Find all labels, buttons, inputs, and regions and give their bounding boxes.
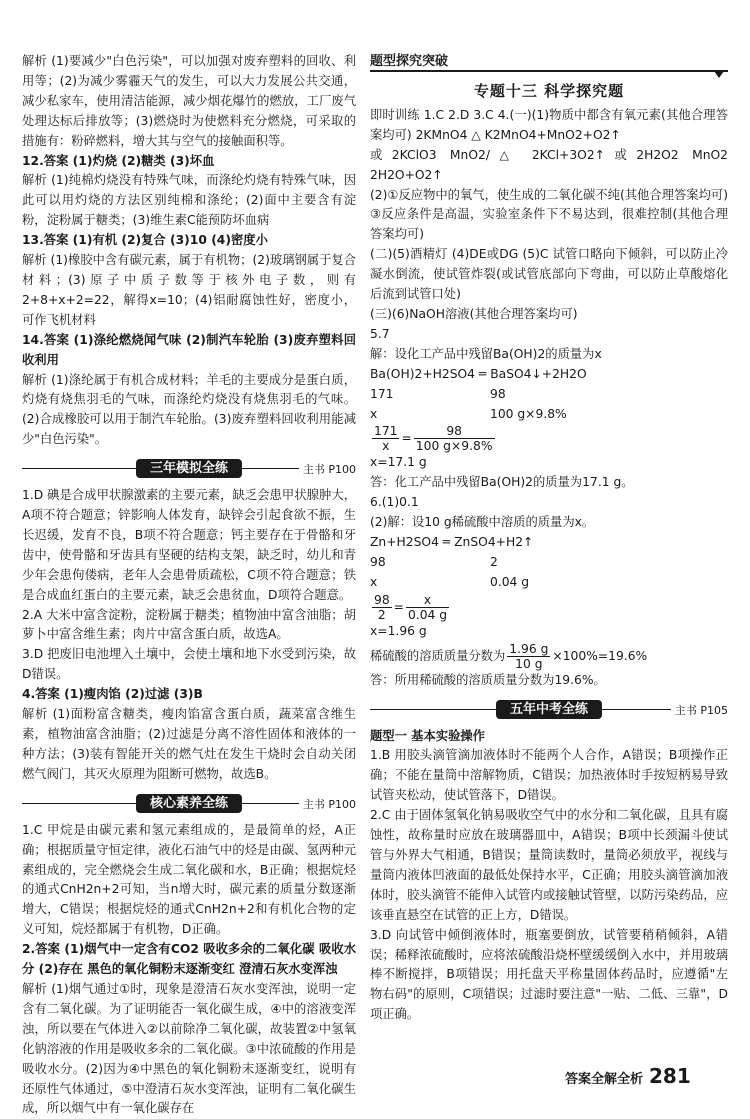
denominator: 10 g <box>515 656 543 671</box>
answer-1: 1.D 碘是合成甲状腺激素的主要元素，缺乏会患甲状腺肿大，A项不符合题意；锌影响人体发育，缺锌会引起食欲不振，生长迟缓，发育不良，B项不符合题意；钙主要存在于骨骼和牙齿中，使骨骼和牙齿具有坚硬的结构支架，缺乏时，幼儿和青少年会患佝偻病，老年人会患骨质疏松，C项不符合题意；铁是合成血红蛋白的主要元素，缺乏会患贫血，D项符合题意。 <box>22 488 356 602</box>
denominator: 2 <box>377 607 386 622</box>
q5-mr-1: 171 <box>370 386 394 401</box>
q6-part-1: 6.(1)0.1 <box>370 495 419 510</box>
exam-answer-1: 1.B 用胶头滴管滴加液体时不能两个人合作，A错误；B项操作正确；不能在量筒中溶解物质，C错误；加热液体时手按短柄易导致试管夹松动，使试管落下，D错误。 <box>370 748 728 803</box>
q5-mr-2: 98 <box>490 386 506 401</box>
triangle-icon <box>714 71 724 78</box>
q6-answer: 答：所用稀硫酸的溶质质量分数为19.6%。 <box>370 672 606 687</box>
footer-title: 答案全解全析 <box>565 1072 644 1087</box>
analysis-11: 解析 (1)要减少"白色污染"，可以加强对废弃塑料的回收、利用等；(2)为减少雾霾天气的发生，可以大力发展公共交通，减少私家车，使用清洁能源，减少烟花爆竹的燃放，工厂废气处理达标后排放等；(3)燃烧时为使燃料充分燃烧，可采取的措施有：粉碎燃料，增大其与空气的接触面积等。 <box>22 54 356 148</box>
analysis-4: 解析 (1)面粉富含糖类，瘦肉馅富含蛋白质，蔬菜富含维生素，植物油富含油脂；(2)过滤是分离不溶性固体和液体的一种方法；(3)装有智能开关的燃气灶在发生干烧时会自动关闭燃气阀门，其灭火原理为阻断可燃物，故选B。 <box>22 707 356 781</box>
analysis-13: 解析 (1)橡胶中含有碳元素，属于有机物；(2)玻璃钢属于复合材料；(3)原子中质子数等于核外电子数，则有2+8+x+2=22，解得x=10；(4)铝耐腐蚀性好，密度小，可作飞机材料 <box>22 253 356 327</box>
answer-12: 12.答案 (1)灼烧 (2)糖类 (3)坏血 <box>22 153 215 168</box>
fraction-left <box>372 593 392 622</box>
q6-mass-2: 0.04 g <box>490 574 530 589</box>
banner-ref: 主书 P100 <box>299 460 356 480</box>
answer-2: 2.A 大米中富含淀粉，淀粉属于糖类；植物油中富含油脂；胡萝卜中富含维生素；肉片中富含蛋白质，故选A。 <box>22 607 356 642</box>
q5-proportion: $\frac{171}{x}$ = $\frac{98}{100 g\times 9.8\%}$ <box>374 424 493 454</box>
banner-title: 三年模拟全练 <box>136 459 242 478</box>
banner-ref: 主书 P100 <box>299 795 356 815</box>
banner-title: 核心素养全练 <box>136 794 242 813</box>
q5-equation: Ba(OH)2+H2SO4 ═ BaSO4↓+2H2O <box>370 366 587 381</box>
fraction-right <box>406 593 449 622</box>
numerator: 98 <box>374 592 390 607</box>
header-rule <box>370 70 728 72</box>
q5-ratio-row-2 <box>370 405 728 425</box>
numerator: 98 <box>414 424 495 439</box>
numerator: 1.96 g <box>509 641 549 656</box>
part-2: (2)①反应物中的氧气，使生成的二氧化碳不纯(其他合理答案均可) ③反应条件是高温，实验室条件下不易达到，很难控制(其他合理答案均可) <box>370 187 728 242</box>
fraction-percent <box>507 642 550 671</box>
numerator: x <box>406 593 449 608</box>
right-column <box>370 52 728 1025</box>
section-banner-core <box>22 793 356 815</box>
fraction-right <box>414 424 495 453</box>
page-number: 281 <box>649 1064 691 1088</box>
denominator: 100 g×9.8% <box>415 439 493 454</box>
analysis-14: 解析 (1)涤纶属于有机合成材料；羊毛的主要成分是蛋白质，灼烧有烧焦羽毛的气味，而涤纶灼烧没有烧焦羽毛的气味。(2)合成橡胶可以用于制汽车轮胎。(3)废弃塑料回收利用能减少"白色污染"。 <box>22 372 356 447</box>
q5-setup: 解：设化工产品中残留Ba(OH)2的质量为x <box>370 346 602 361</box>
q5-mass-1: x <box>370 406 378 421</box>
q6-percent <box>370 642 728 671</box>
q5-answer: 答：化工产品中残留Ba(OH)2的质量为17.1 g。 <box>370 475 634 490</box>
answer-4: 4.答案 (1)瘦肉馅 (2)过滤 (3)B <box>22 687 203 702</box>
banner-title: 五年中考全练 <box>496 700 602 719</box>
core-answer-2: 2.答案 (1)烟气中一定含有CO2 吸收多余的二氧化碳 吸收水分 (2)存在 黑色的氧化铜粉末逐渐变红 澄清石灰水变浑浊 <box>22 942 356 977</box>
analysis-12: 解析 (1)纯棉灼烧没有特殊气味，而涤纶灼烧有特殊气味，因此可以用灼烧的方法区别纯棉和涤纶；(2)面中主要含有淀粉，淀粉属于糖类；(3)维生素C能预防坏血病 <box>22 173 356 228</box>
answer-14: 14.答案 (1)涤纶燃烧闻气味 (2)制汽车轮胎 (3)废弃塑料回收利用 <box>22 332 356 367</box>
question-type-heading: 题型一 基本实验操作 <box>370 728 485 743</box>
part-二: (二)(5)酒精灯 (4)DE或DG (5)C 试管口略向下倾斜，可以防止冷凝水倒流，使试管炸裂(或试管底部向下弯曲，可以防止草酸熔化后流到试管口处) <box>370 247 728 302</box>
denominator: x <box>382 439 390 454</box>
numerator: 171 <box>374 424 398 439</box>
fraction-left <box>372 424 399 453</box>
q6-result: x=1.96 g <box>370 623 427 638</box>
left-column <box>22 52 356 1119</box>
banner-ref: 主书 P105 <box>671 701 728 721</box>
equation-alt: 或2KClO3 MnO2/△ 2KCl+3O2↑或2H2O2 MnO2 2H2O+O2↑ <box>370 147 728 182</box>
q6-ratio-row-1 <box>370 553 728 573</box>
q5-result: x=17.1 g <box>370 455 427 470</box>
percent-label: 稀硫酸的溶质质量分数为 <box>370 648 506 663</box>
part-三: (三)(6)NaOH溶液(其他合理答案均可) <box>370 306 578 321</box>
core-answer-1: 1.C 甲烷是由碳元素和氢元素组成的，是最简单的烃，A正确；根据质量守恒定律，液化石油气中的烃是由碳、氢两种元素组成的，完全燃烧会生成二氧化碳和水，B正确；根据烷烃的通式CnH2n+2可知，当n增大时，碳元素的质量分数逐渐增大，C错误；根据烷烃的通式CnH2n+2和有机化合物的定义可知，烷烃都属于有机物，D正确。 <box>22 822 356 937</box>
practice-answers: 即时训练 1.C 2.D 3.C 4.(一)(1)物质中都含有氧元素(其他合理答案均可) 2KMnO4 △ K2MnO4+MnO2+O2↑ <box>370 107 728 142</box>
denominator: 0.04 g <box>407 607 448 622</box>
exam-answer-3: 3.D 向试管中倾倒液体时，瓶塞要倒放，试管要稍稍倾斜，A错误；稀释浓硫酸时，应将浓硫酸沿烧杯壁缓缓倒入水中，并用玻璃棒不断搅拌，B项错误；用托盘天平称量固体药品时，应遵循"左物右码"的原则，C项错误；过滤时要注意"一贴、二低、三靠"，D项正确。 <box>370 927 728 1022</box>
q6-setup: (2)解：设10 g稀硫酸中溶质的质量为x。 <box>370 515 595 530</box>
section-label: 题型探究突破 <box>370 54 449 69</box>
q6-proportion: $\frac{98}{2}$ = $\frac{x}{0.04 g}$ <box>374 592 448 622</box>
q5-number: 5.7 <box>370 326 390 341</box>
answer-3: 3.D 把废旧电池埋入土壤中，会使土壤和地下水受到污染，故D错误。 <box>22 647 356 682</box>
percent-result: ×100%=19.6% <box>552 648 648 663</box>
core-analysis-2: 解析 (1)烟气通过①时，现象是澄清石灰水变浑浊，说明一定含有二氧化碳。为了证明能否一氧化碳生成，④中的溶液变浑浊，所以要在气体进入②以前除净二氧化碳，故装置②中氢氧化钠溶液的作用是吸收多余的二氧化碳。③中浓硫酸的作用是吸收水分。(2)因为④中黑色的氧化铜粉末逐渐变红，说明有还原性气体通过，⑤中澄清石灰水变浑浊，证明有二氧化碳生成，所以烟气中有一氧化碳存在 <box>22 981 356 1116</box>
exam-answer-2: 2.C 由于固体氢氧化钠易吸收空气中的水分和二氧化碳，且具有腐蚀性，故称量时应放在玻璃器皿中，A错误；B项中长颈漏斗使试管与外界大气相通，B错误；量筒读数时，量筒必须放平，视线与量筒内液体凹液面的最低处保持水平，C正确；用胶头滴管滴加液体时，胶头滴管不能伸入试管内或接触试管壁，以防污染药品，应该垂直悬空在试管的正上方，D错误。 <box>370 808 728 922</box>
section-banner-five-year <box>370 699 728 721</box>
topic-title: 专题十三 科学探究题 <box>473 82 625 100</box>
q6-mr-1: 98 <box>370 554 386 569</box>
q5-ratio-row-1 <box>370 385 728 405</box>
page-footer <box>565 1064 691 1088</box>
q6-ratio-row-2 <box>370 573 728 593</box>
q6-equation: Zn+H2SO4 ═ ZnSO4+H2↑ <box>370 535 534 550</box>
section-header <box>370 52 728 76</box>
answer-13: 13.答案 (1)有机 (2)复合 (3)10 (4)密度小 <box>22 233 268 248</box>
q6-mr-2: 2 <box>490 554 498 569</box>
section-banner-three-year <box>22 458 356 480</box>
q5-mass-2: 100 g×9.8% <box>490 406 567 421</box>
q6-mass-1: x <box>370 574 378 589</box>
